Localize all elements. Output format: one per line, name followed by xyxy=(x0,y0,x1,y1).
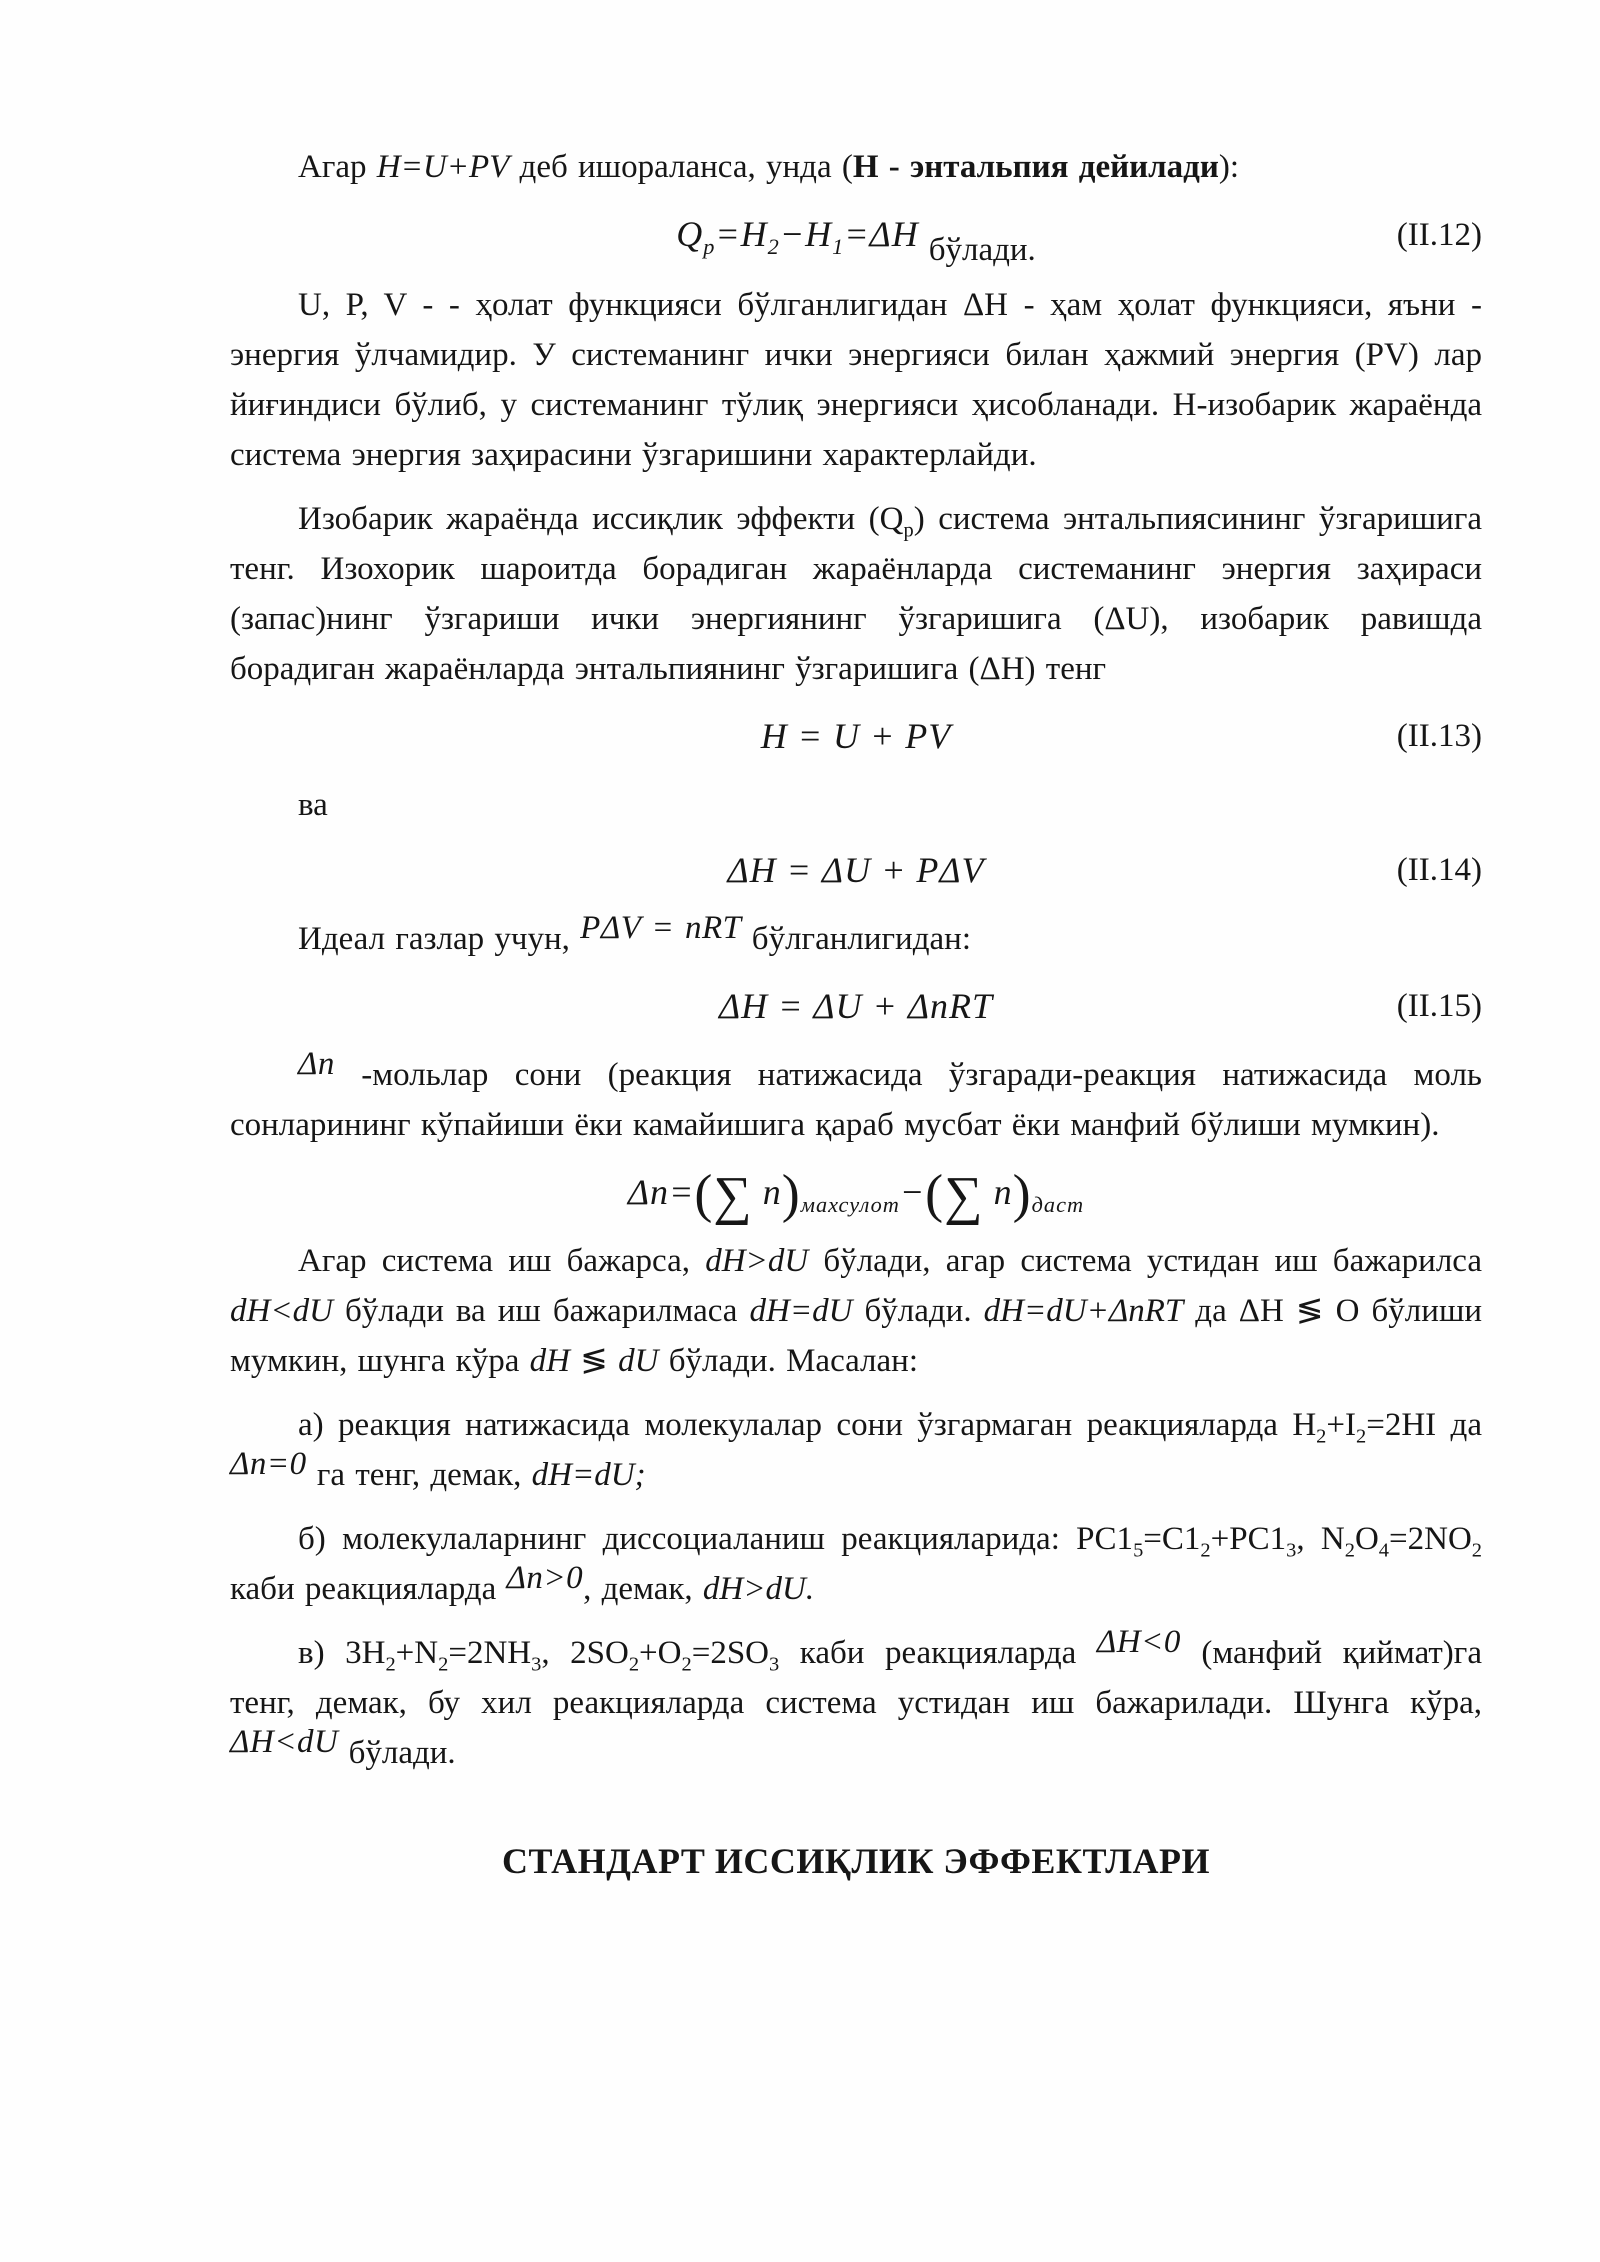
paragraph-moles: Δn -мольлар сони (реакция натижасида ўзгаради-реакция натижасида моль сонларининг кўпайиши ёки камайишига қараб мусбат ёки манфий бўлиши мумкин). xyxy=(230,1045,1482,1143)
equation-II-14 xyxy=(230,842,1482,898)
equation-number-II-12: (II.12) xyxy=(1396,217,1482,253)
equation-number-II-14: (II.14) xyxy=(1396,852,1482,888)
formula-dh-du-pdv: ΔH = ΔU + PΔV xyxy=(727,850,985,890)
paragraph-va: ва xyxy=(298,787,328,823)
paragraph-item-b: б) молекулаларнинг диссоциаланиш реакцияларида: $PC1_5=C1_2+PC1_3$, $N_2O_4=2NO_2$ каби реакцияларда Δn>0, демак, dH>dU. xyxy=(230,1521,1483,1607)
paragraph-ideal-gas: Идеал газлар учун, PΔV = nRT бўлганлигидан: xyxy=(298,909,971,957)
equation-number-II-15: (II.15) xyxy=(1396,988,1482,1024)
equation-II-15 xyxy=(230,978,1482,1034)
paragraph-item-v: в) $3H_2+N_2=2NH_3$, $2SO_2+O_2=2SO_3$ каби реакцияларда ΔH<0 (манфий қиймат)га тенг, демак, бу хил реакцияларда система устидан иш бажарилади. Шунга кўра, ΔH<dU бўлади. xyxy=(230,1623,1482,1771)
formula-suffix: бўлади. xyxy=(928,231,1036,268)
formula-dh-du-dnrt: ΔH = ΔU + ΔnRT xyxy=(719,986,993,1026)
paragraph-intro: Агар H=U+PV деб ишораланса, унда (Н - энтальпия дейилади): xyxy=(298,149,1240,185)
equation-II-13 xyxy=(230,708,1482,764)
paragraph-isobaric: Изобарик жараёнда иссиқлик эффекти $(Q_p)$ система энтальпиясининг ўзгаришига тенг. Изохорик шароитда борадиган жараёнларда системанинг энергия заҳираси (запас)нинг ўзгариши ички энергиянинг ўзгаришига (ΔU), изобарик равишда борадиган жараёнларда энтальпиянинг ўзгаришига (ΔН) тенг xyxy=(230,501,1483,687)
formula-h-upv: H = U + PV xyxy=(760,716,952,756)
paragraph-state-function: U, P, V - - ҳолат функцияси бўлганлигидан ΔН - ҳам ҳолат функцияси, яъни - энергия ўлчамидир. У системанинг ички энергияси билан ҳажмий энергия (PV) лар йиғиндиси бўлиб, у системанинг тўлиқ энергияси ҳисобланади. Н-изобарик жараёнда система энергия заҳирасини ўзгаришини характерлайди. xyxy=(230,287,1482,473)
section-heading: СТАНДАРТ ИССИҚЛИК ЭФФЕКТЛАРИ xyxy=(501,1841,1211,1881)
equation-number-II-13: (II.13) xyxy=(1396,718,1482,754)
equation-II-12 xyxy=(230,206,1482,268)
formula-delta-n-sum: Δn=(∑ $n)_{махсулот}-(\sum$ $n)_{даст}$ xyxy=(627,1163,1085,1226)
formula-qp-enthalpy: $Q_p=H_2-H_1=\Delta H$ xyxy=(676,214,919,260)
paragraph-item-a: а) реакция натижасида молекулалар сони ўзгармаган реакцияларда $H_2+I_2=2HI$ да Δn=0 га тенг, демак, dH=dU; xyxy=(230,1407,1482,1493)
equation-delta-n-sum xyxy=(230,1163,1482,1226)
paragraph-system-work: Агар система иш бажарса, dH>dU бўлади, агар система устидан иш бажарилса dH<dU бўлади ва иш бажарилмаса dH=dU бўлади. dH=dU+ΔnRT да ΔН ≶ О бўлиши мумкин, шунга кўра dH ≶ dU бўлади. Масалан: xyxy=(230,1243,1483,1379)
